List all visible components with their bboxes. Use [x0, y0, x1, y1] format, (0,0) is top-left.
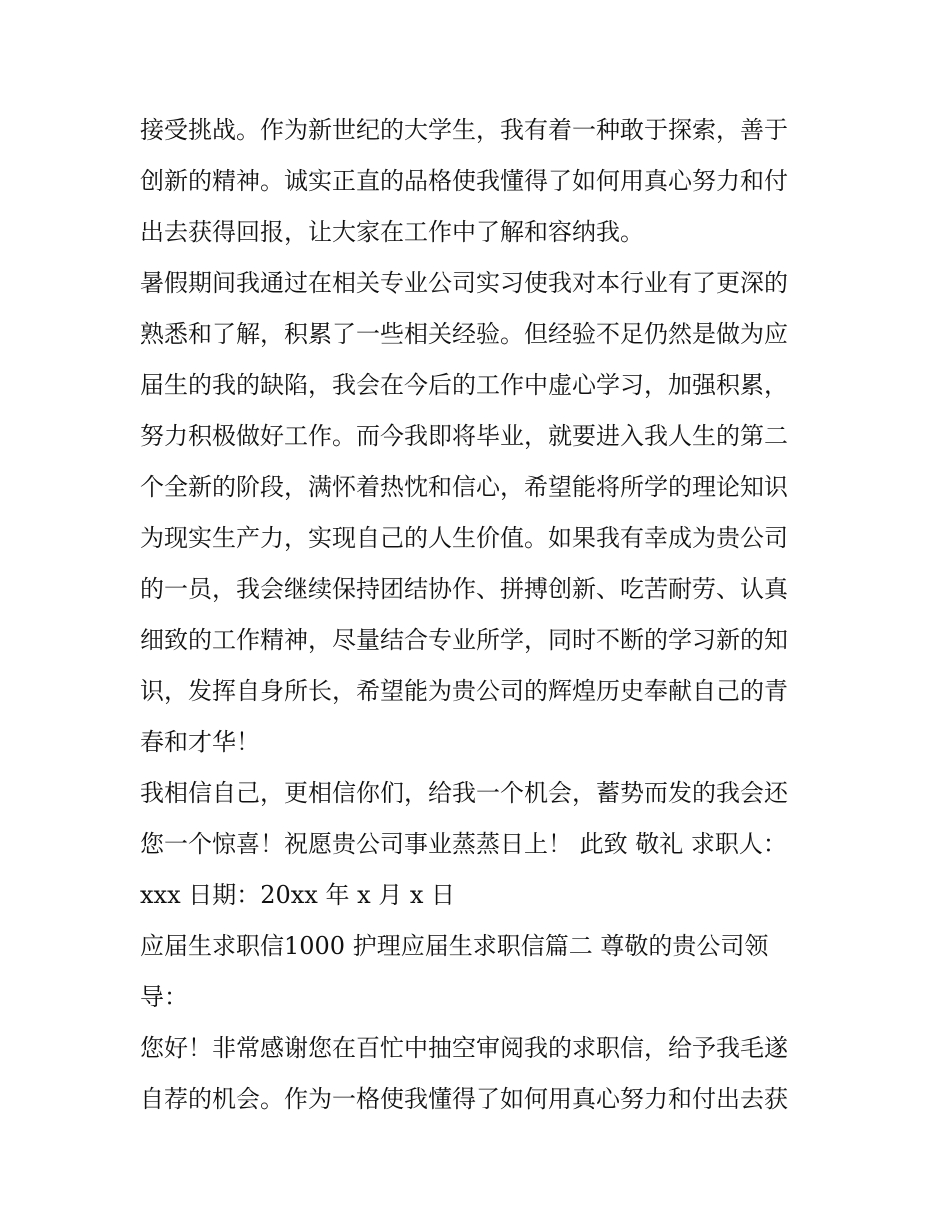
text-line: 应届生求职信1000 护理应届生求职信篇二 尊敬的贵公司领 [140, 932, 769, 960]
text-line: 春和才华！ [140, 728, 260, 756]
text-line: 接受挑战。作为新世纪的大学生，我有着一种敢于探索，善于 [140, 116, 788, 144]
text-line: 您好！非常感谢您在百忙中抽空审阅我的求职信，给予我毛遂 [140, 1034, 788, 1062]
text-line: 努力积极做好工作。而今我即将毕业，就要进入我人生的第二 [140, 422, 788, 450]
text-line: 创新的精神。诚实正直的品格使我懂得了如何用真心努力和付 [140, 167, 788, 195]
letter-body [140, 105, 820, 1125]
text-line: 导： [140, 983, 188, 1011]
text-line: 识，发挥自身所长，希望能为贵公司的辉煌历史奉献自己的青 [140, 677, 788, 705]
text-line: 届生的我的缺陷，我会在今后的工作中虚心学习，加强积累， [140, 371, 788, 399]
text-line: 您一个惊喜！祝愿贵公司事业蒸蒸日上！ 此致 敬礼 求职人： [140, 830, 787, 858]
text-line: 个全新的阶段，满怀着热忱和信心，希望能将所学的理论知识 [140, 473, 788, 501]
text-line: 出去获得回报，让大家在工作中了解和容纳我。 [140, 218, 644, 246]
text-line: 熟悉和了解，积累了一些相关经验。但经验不足仍然是做为应 [140, 320, 788, 348]
text-line: 我相信自己，更相信你们，给我一个机会，蓄势而发的我会还 [140, 779, 788, 807]
text-line: 的一员，我会继续保持团结协作、拼搏创新、吃苦耐劳、认真 [140, 575, 788, 603]
text-line: xxx 日期：20xx 年 x 月 x 日 [140, 881, 456, 909]
text-line: 自荐的机会。作为一格使我懂得了如何用真心努力和付出去获 [140, 1085, 788, 1113]
text-line: 细致的工作精神，尽量结合专业所学，同时不断的学习新的知 [140, 626, 788, 654]
text-line: 暑假期间我通过在相关专业公司实习使我对本行业有了更深的 [140, 269, 788, 297]
text-line: 为现实生产力，实现自己的人生价值。如果我有幸成为贵公司 [140, 524, 788, 552]
